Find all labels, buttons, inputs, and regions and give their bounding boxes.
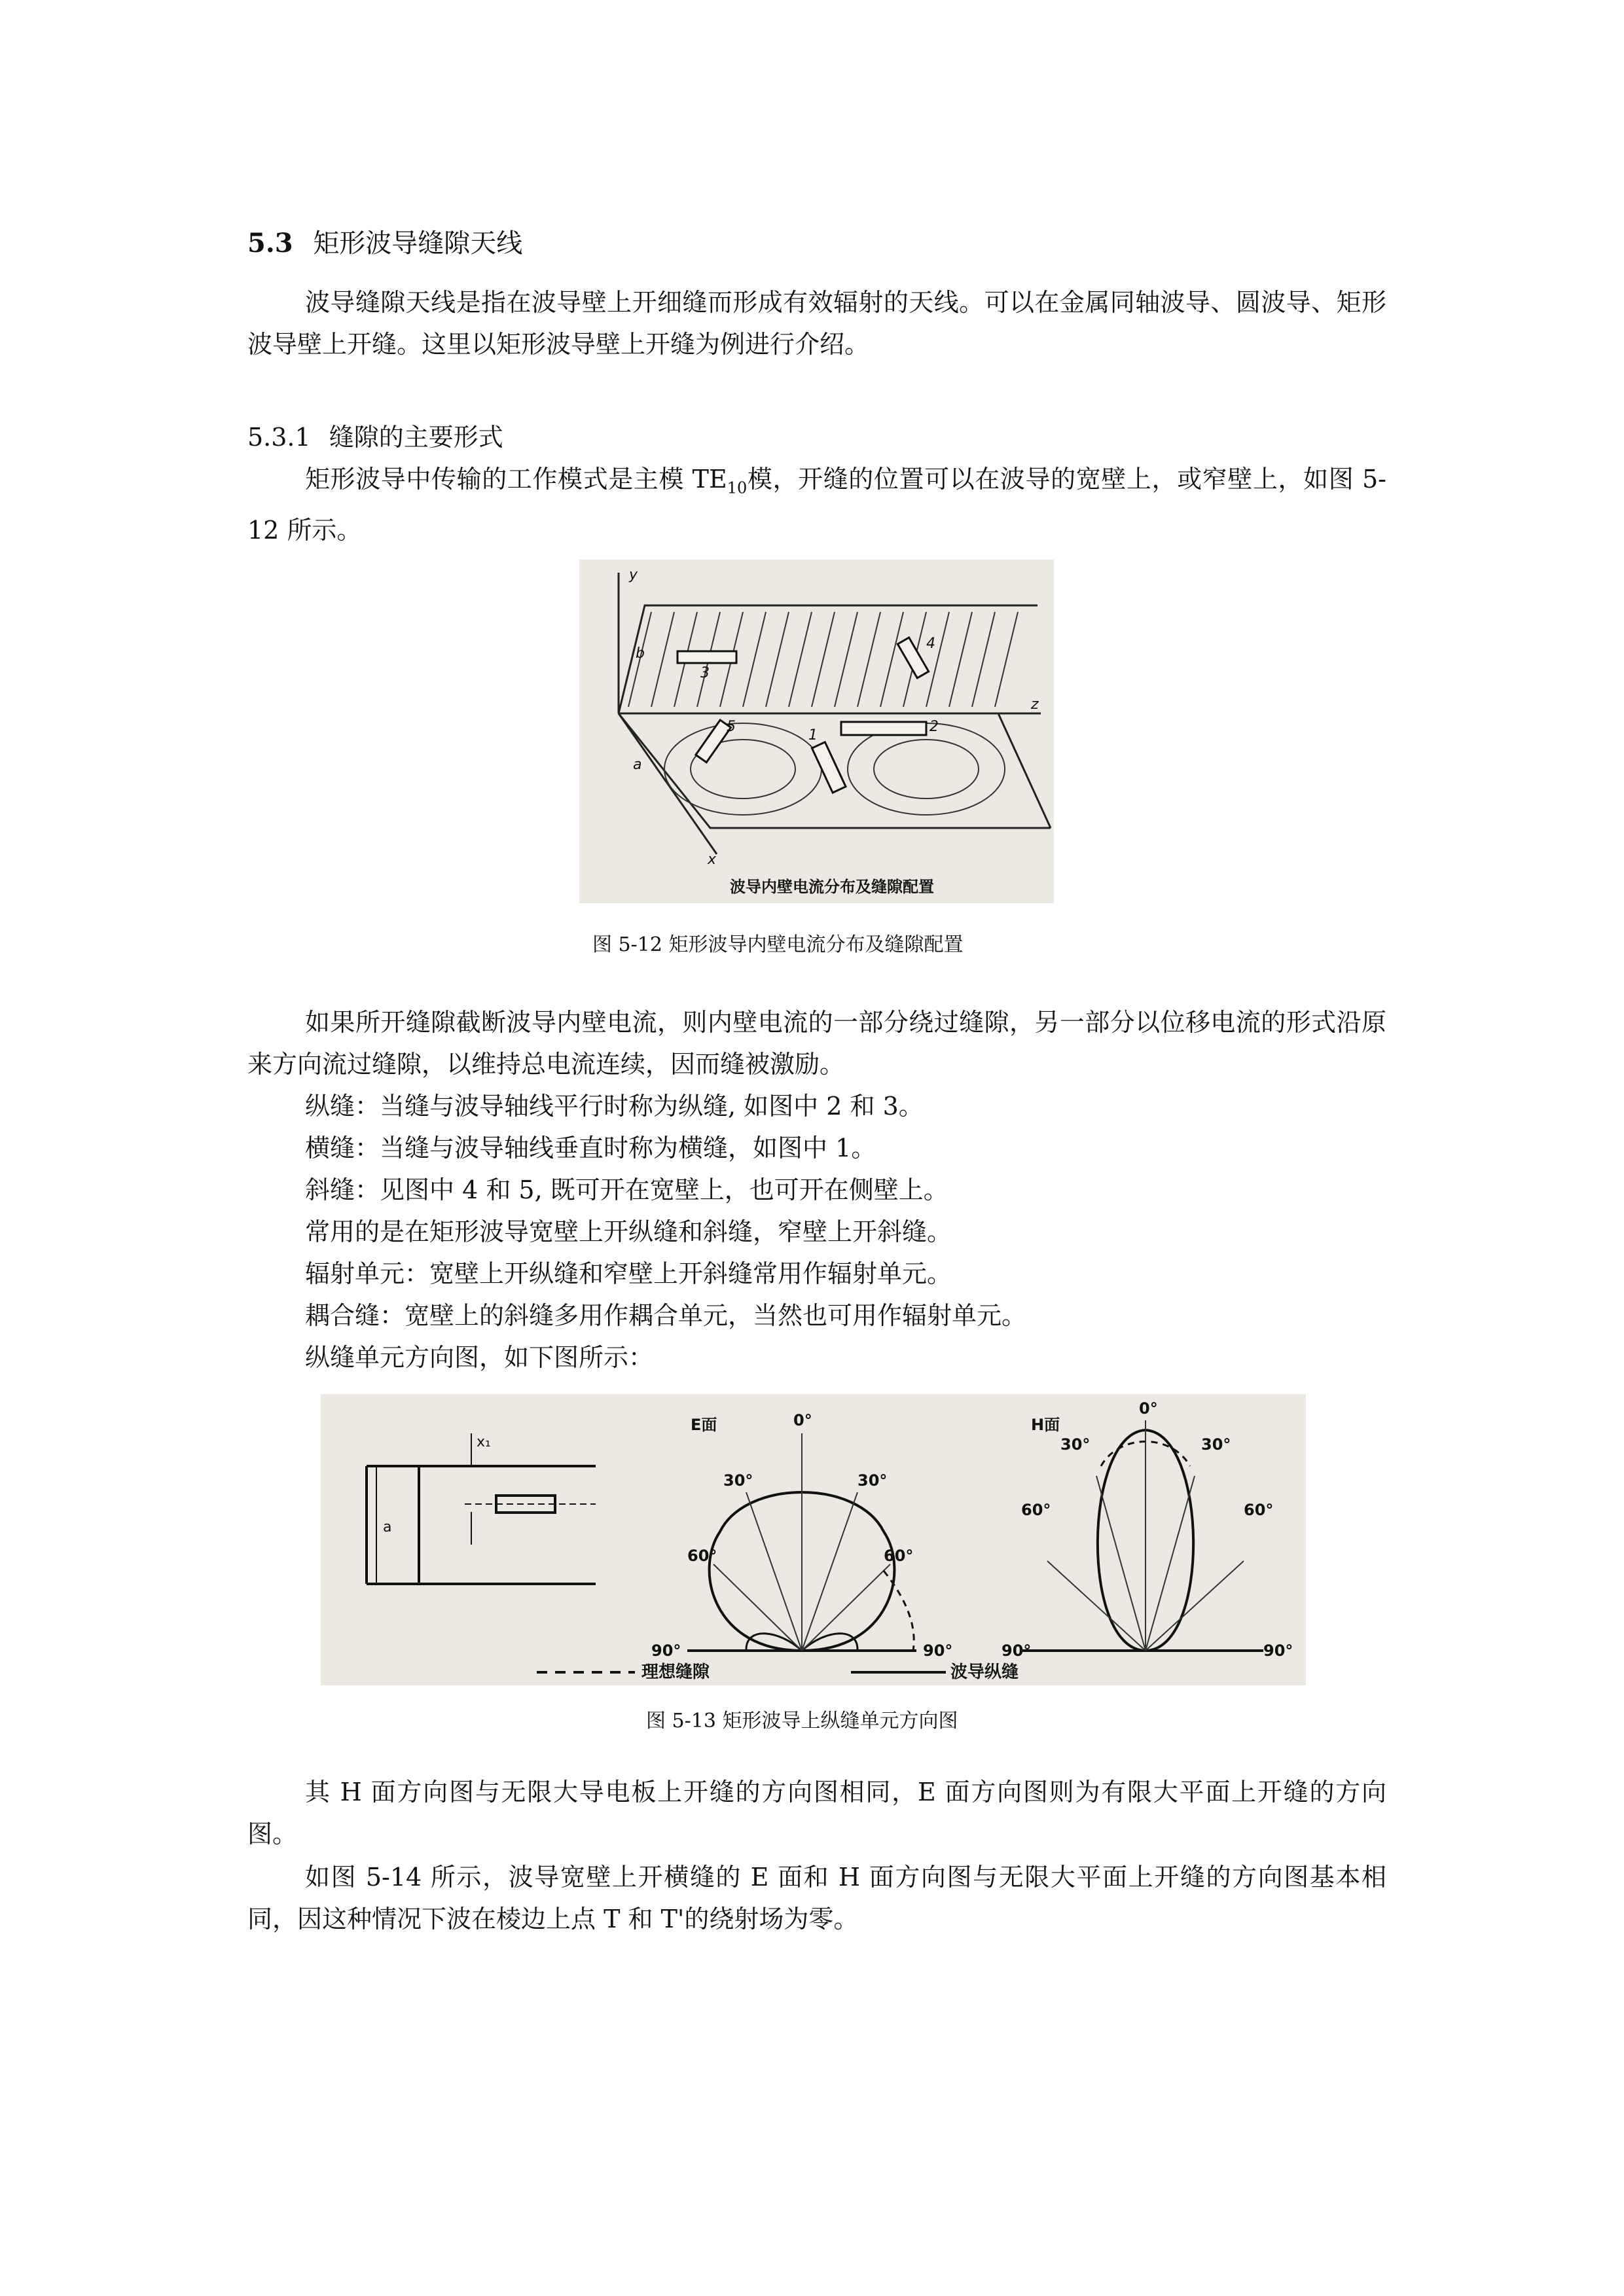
- slot-label-1: 1: [808, 727, 818, 744]
- transverse-slot-line: 横缝：当缝与波导轴线垂直时称为横缝，如图中 1。: [305, 1134, 876, 1162]
- e-angle-90-left: 90°: [651, 1641, 681, 1660]
- h-plane-paragraph: 其 H 面方向图与无限大导电板上开缝的方向图相同，E 面方向图则为有限大平面上开缝的方向图。: [247, 1778, 1386, 1848]
- dim-label-a: a: [633, 757, 642, 773]
- e-angle-30-left: 30°: [723, 1471, 753, 1490]
- h-angle-60-left: 60°: [1021, 1501, 1051, 1519]
- section-number: 5.3: [247, 228, 293, 259]
- e-plane-label: E面: [691, 1416, 717, 1434]
- slot-3: [677, 651, 736, 663]
- figure-5-12: [579, 560, 1054, 903]
- section-heading: [247, 223, 522, 260]
- legend-guide-label: 波导纵缝: [950, 1662, 1019, 1682]
- mode-text-post: 模，开缝的位置可以在波导的宽壁上，或窄壁上，如图 5-12 所示。: [247, 465, 1386, 545]
- waveguide-current-diagram: [579, 560, 1054, 903]
- slot-label-5: 5: [727, 719, 736, 735]
- subsection-heading: [247, 416, 503, 458]
- figure-inner-caption: 波导内壁电流分布及缝隙配置: [730, 878, 934, 896]
- common-slot-line: 常用的是在矩形波导宽壁上开纵缝和斜缝，窄壁上开斜缝。: [305, 1217, 952, 1246]
- section-title: 矩形波导缝隙天线: [313, 228, 523, 259]
- mode-text-pre: 矩形波导中传输的工作模式是主模 TE: [305, 465, 727, 493]
- dim-label-b: b: [636, 645, 645, 662]
- slot-label-3: 3: [700, 665, 710, 681]
- pattern-intro-line: 纵缝单元方向图，如下图所示：: [305, 1343, 654, 1372]
- figure-5-13-caption: 图 5-13 矩形波导上纵缝单元方向图: [646, 1710, 958, 1732]
- subsection-title: 缝隙的主要形式: [329, 423, 503, 452]
- e-angle-90-right: 90°: [923, 1641, 953, 1660]
- h-angle-30-left: 30°: [1060, 1435, 1091, 1454]
- figure-5-14-paragraph: 如图 5-14 所示，波导宽壁上开横缝的 E 面和 H 面方向图与无限大平面上开缝的方向图基本相同，因这种情况下波在棱边上点 T 和 T'的绕射场为零。: [247, 1863, 1386, 1933]
- h-angle-90-right: 90°: [1263, 1641, 1293, 1660]
- figure-5-13: [321, 1394, 1306, 1685]
- e-angle-60-right: 60°: [884, 1547, 914, 1565]
- axis-label-x: x: [708, 852, 717, 868]
- excitation-paragraph: 如果所开缝隙截断波导内壁电流，则内壁电流的一部分绕过缝隙，另一部分以位移电流的形式沿原来方向流过缝隙，以维持总电流连续，因而缝被激励。: [247, 1008, 1386, 1079]
- axis-label-y: y: [629, 567, 638, 583]
- mode-subscript: 10: [727, 478, 748, 497]
- h-angle-0: 0°: [1139, 1399, 1158, 1418]
- figure-5-12-caption: 图 5-12 矩形波导内壁电流分布及缝隙配置: [592, 933, 964, 956]
- subsection-number: 5.3.1: [247, 423, 311, 452]
- intro-paragraph: 波导缝隙天线是指在波导壁上开细缝而形成有效辐射的天线。可以在金属同轴波导、圆波导、矩形波导壁上开缝。这里以矩形波导壁上开缝为例进行介绍。: [247, 288, 1386, 359]
- e-angle-30-right: 30°: [857, 1471, 888, 1490]
- inclined-slot-line: 斜缝：见图中 4 和 5, 既可开在宽壁上，也可开在侧壁上。: [305, 1175, 948, 1204]
- legend-ideal-label: 理想缝隙: [641, 1662, 710, 1682]
- coupling-slot-line: 耦合缝：宽壁上的斜缝多用作耦合单元，当然也可用作辐射单元。: [305, 1301, 1027, 1330]
- e-angle-60-left: 60°: [687, 1547, 717, 1565]
- dim-label-a-13: a: [383, 1519, 392, 1535]
- radiation-pattern-diagram: [321, 1394, 1306, 1685]
- h-angle-60-right: 60°: [1244, 1501, 1274, 1519]
- slot-2: [841, 722, 926, 735]
- dim-label-x1: x₁: [477, 1434, 491, 1450]
- slot-label-2: 2: [929, 719, 939, 735]
- h-plane-label: H面: [1031, 1416, 1060, 1434]
- axis-label-z: z: [1031, 696, 1039, 713]
- mode-paragraph: [247, 458, 1386, 551]
- e-angle-0: 0°: [793, 1411, 812, 1429]
- radiating-element-line: 辐射单元：宽壁上开纵缝和窄壁上开斜缝常用作辐射单元。: [305, 1259, 952, 1288]
- slot-label-4: 4: [926, 636, 935, 652]
- h-angle-30-right: 30°: [1201, 1435, 1231, 1454]
- h-angle-90-left: 90°: [1001, 1641, 1032, 1660]
- longitudinal-slot-line: 纵缝：当缝与波导轴线平行时称为纵缝, 如图中 2 和 3。: [305, 1092, 924, 1121]
